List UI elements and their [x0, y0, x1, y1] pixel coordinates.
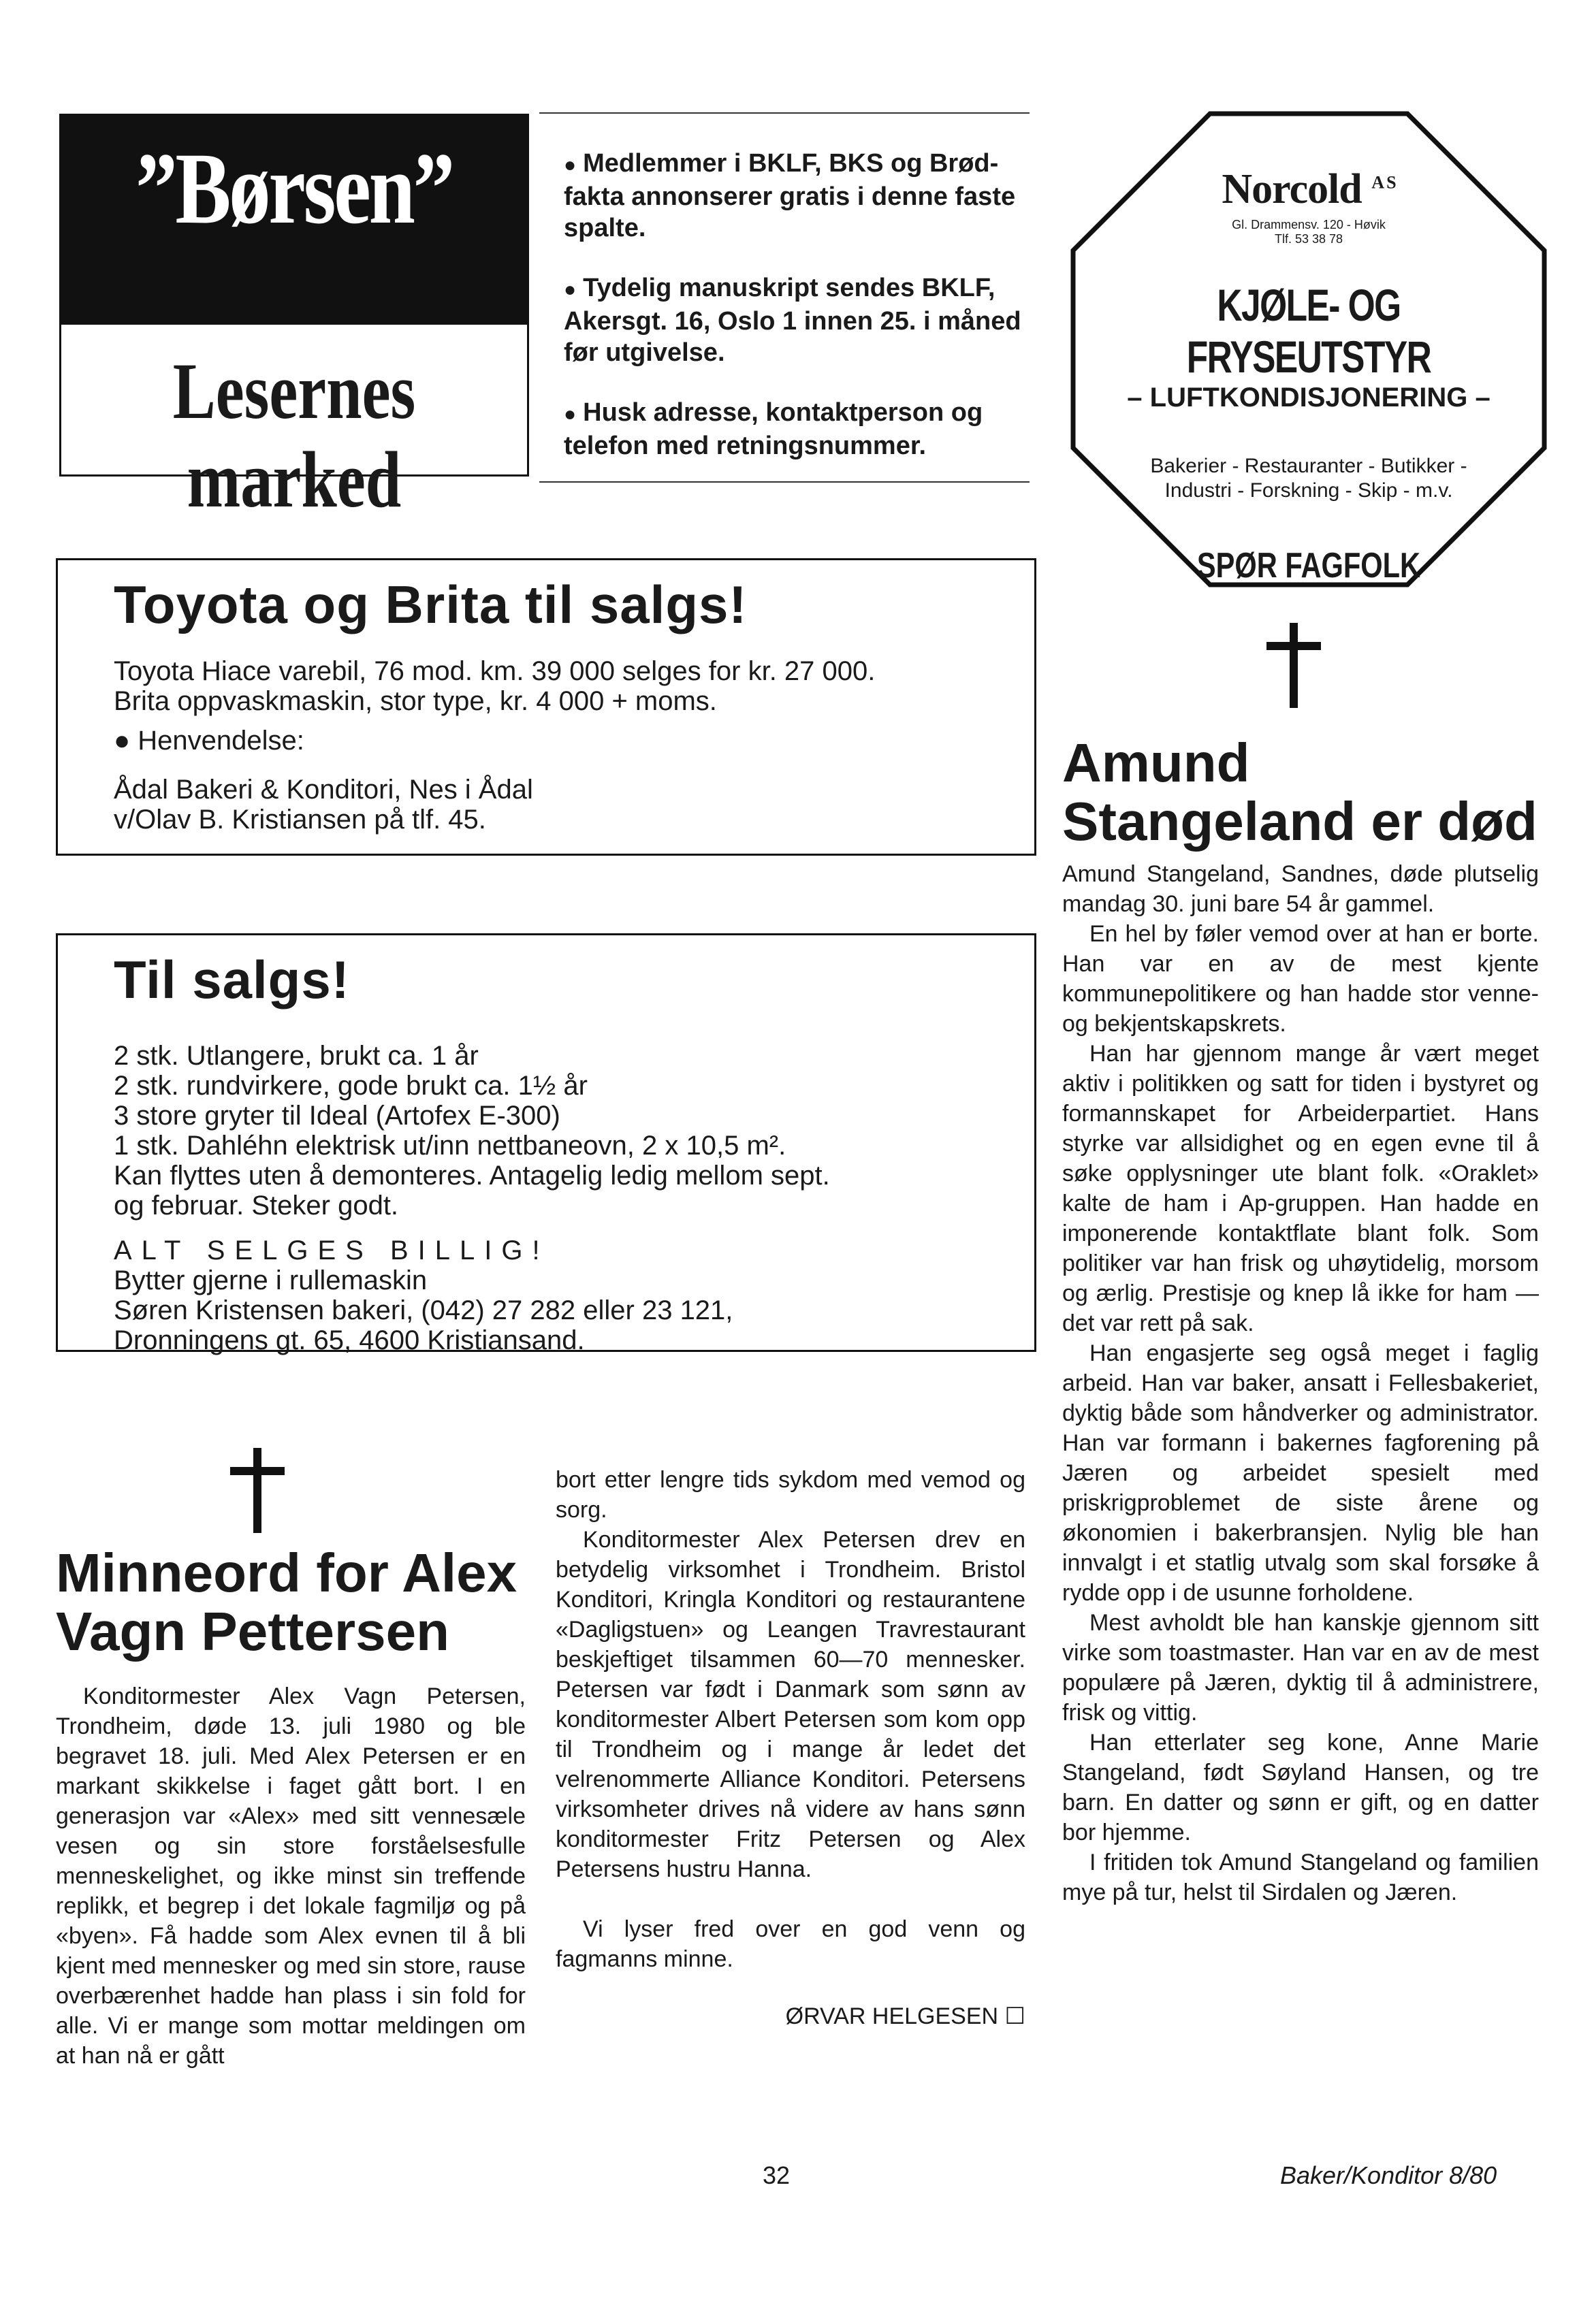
info-item: ● Husk adresse, kontaktperson og telefon med retningsnummer.	[564, 398, 983, 460]
ad-contact-label: ● Henvendelse:	[114, 726, 304, 756]
bullet-icon: ●	[564, 154, 577, 176]
borsen-subtitle: Lesernes marked	[172, 346, 416, 524]
norcold-address: Gl. Drammensv. 120 - Høvik	[1232, 218, 1386, 231]
magazine-issue: Baker/Konditor 8/80	[1280, 2161, 1497, 2189]
norcold-phone: Tlf. 53 38 78	[1274, 232, 1343, 246]
obituary-title: Amund Stangeland er død	[1062, 732, 1537, 852]
bullet-icon: ●	[114, 726, 131, 756]
ad-title: Toyota og Brita til salgs!	[114, 575, 748, 634]
ad-title: Til salgs!	[114, 950, 350, 1010]
signature: ØRVAR HELGESEN ☐	[785, 2003, 1025, 2029]
norcold-cta: SPØR FAGFOLK	[1196, 546, 1421, 585]
norcold-lines: Bakerier - Restauranter - Butikker - Industri - Forskning - Skip - m.v.	[1150, 455, 1467, 502]
obituary-alex	[56, 1544, 532, 1661]
borsen-title: ”Børsen”	[136, 132, 453, 245]
bullet-icon: ●	[564, 403, 577, 425]
ad-shout: ALT SELGES BILLIG!	[114, 1236, 549, 1265]
norcold-ad	[1070, 111, 1547, 586]
ad-toyota-brita	[56, 558, 1036, 856]
obituary-alex-col1: Konditormester Alex Vagn Petersen, Trondheim, døde 13. juli 1980 og ble begravet 18. juli. Med Alex Petersen er en markant skikkelse i faget gått bort. I en generasjon var «Alex» med sitt vennesæle vesen og sin store forståelsesfulle menneskelighet, og ikke minst sin treffende replikk, et begrep i det lokale fagmiljø og på «byen». Få hadde som Alex evnen til å bli kjent med mennesker og med sin store, rause overbærenhet hadde han plass i sin fold for alle. Vi er mange som mottar meldingen om at han nå er gått	[56, 1683, 526, 2069]
obituary-title: Minneord for Alex Vagn Pettersen	[56, 1543, 517, 1662]
ad-body: Toyota Hiace varebil, 76 mod. km. 39 000 selges for kr. 27 000. Brita oppvaskmaskin, stor type, kr. 4 000 + moms. ● Henvendelse: Ådal Bakeri & Konditori, Nes i Ådal v/Olav B. Kristiansen på tlf. 45.	[114, 656, 1034, 835]
norcold-headline: KJØLE- OG FRYSEUTSTYR	[1186, 280, 1431, 382]
obituary-alex-col2: bort etter lengre tids sykdom med vemod og sorg. Konditormester Alex Petersen drev en betydelig virksomhet i Trondheim. Bristol Konditori, Kringla Konditori og restaurantene «Dagligstuen» og Leangen Travrestaurant beskjeftiget tilsammen 60—70 mennesker. Petersen var født i Danmark som sønn av konditormester Albert Petersen som kom opp til Trondheim og i mange år ledet det velrenommerte Alliance Konditori. Petersens virksomheter drives nå videre av hans sønn konditormester Fritz Petersen og Alex Petersens hustru Hanna. Vi lyser fred over en god venn og fagmanns minne. ØRVAR HELGESEN ☐	[556, 1465, 1025, 2031]
norcold-logo-suffix: A S	[1371, 172, 1396, 193]
ad-til-salgs	[56, 933, 1036, 1355]
cross-icon	[1266, 623, 1321, 708]
norcold-logo: Norcold $^{A S}$	[1222, 166, 1396, 212]
borsen-title-bar	[61, 116, 527, 325]
page-number: 32	[763, 2161, 791, 2189]
info-item: ● Tydelig manuskript sendes BKLF, Akersgt. 16, Oslo 1 innen 25. i måned før utgivelse.	[564, 274, 1021, 367]
info-block	[539, 112, 1030, 483]
borsen-header	[59, 114, 529, 524]
obituary-amund	[1062, 734, 1539, 851]
norcold-subheadline: – LUFTKONDISJONERING –	[1127, 383, 1491, 413]
obituary-amund-body: Amund Stangeland, Sandnes, døde plutselig mandag 30. juni bare 54 år gammel. En hel by føler vemod over at han er borte. Han var en av de mest kjente kommunepolitikere og han hadde stor venne- og bekjentskapskrets. Han har gjennom mange år vært meget aktiv i politikken og satt for tiden i bystyret og formannskapet for Arbeiderpartiet. Hans styrke var allsidighet og en egen evne til å søke opplysninger ute blant folk. «Oraklet» kalte de ham i Ap-gruppen. Han hadde en imponerende kontaktflate blant folk. Som politiker var han frisk og uhøytidelig, morsom og ærlig. Prestisje og knep lå ikke for ham — det var rett på sak. Han engasjerte seg også meget i faglig arbeid. Han var baker, ansatt i Fellesbakeriet, dyktig både som håndverker og administrator. Han var formann i bakernes fagforening på Jæren og arbeidet spesielt med priskrigproblemet de siste årene og økonomien i bakerbransjen. Nylig ble han innvalgt i et statlig utvalg som skal forsøke å rydde opp i de usunne forholdene. Mest avholdt ble han kanskje gjennom sitt virke som toastmaster. Han var en av de mest populære på Jæren, dyktig til å administrere, frisk og vittig. Han etterlater seg kone, Anne Marie Stangeland, født Søyland Hansen, og tre barn. En datter og sønn er gift, og en datter bor hjemme. I fritiden tok Amund Stangeland og familien mye på tur, helst til Sirdalen og Jæren.	[1062, 861, 1539, 1905]
info-item: ● Medlemmer i BKLF, BKS og Brød-fakta annonserer gratis i denne faste spalte.	[564, 149, 1016, 242]
ad-body: 2 stk. Utlangere, brukt ca. 1 år 2 stk. rundvirkere, gode brukt ca. 1½ år 3 store gryter til Ideal (Artofex E-300) 1 stk. Dahléhn elektrisk ut/inn nettbaneovn, 2 x 10,5 m². Kan flyttes uten å demonteres. Antagelig ledig mellom sept. og februar. Steker godt. ALT SELGES BILLIG! Bytter gjerne i rullemaskin Søren Kristensen bakeri, (042) 27 282 eller 23 121, Dronningens gt. 65, 4600 Kristiansand.	[114, 1041, 1034, 1355]
bullet-icon: ●	[564, 278, 577, 301]
cross-icon	[230, 1448, 285, 1533]
